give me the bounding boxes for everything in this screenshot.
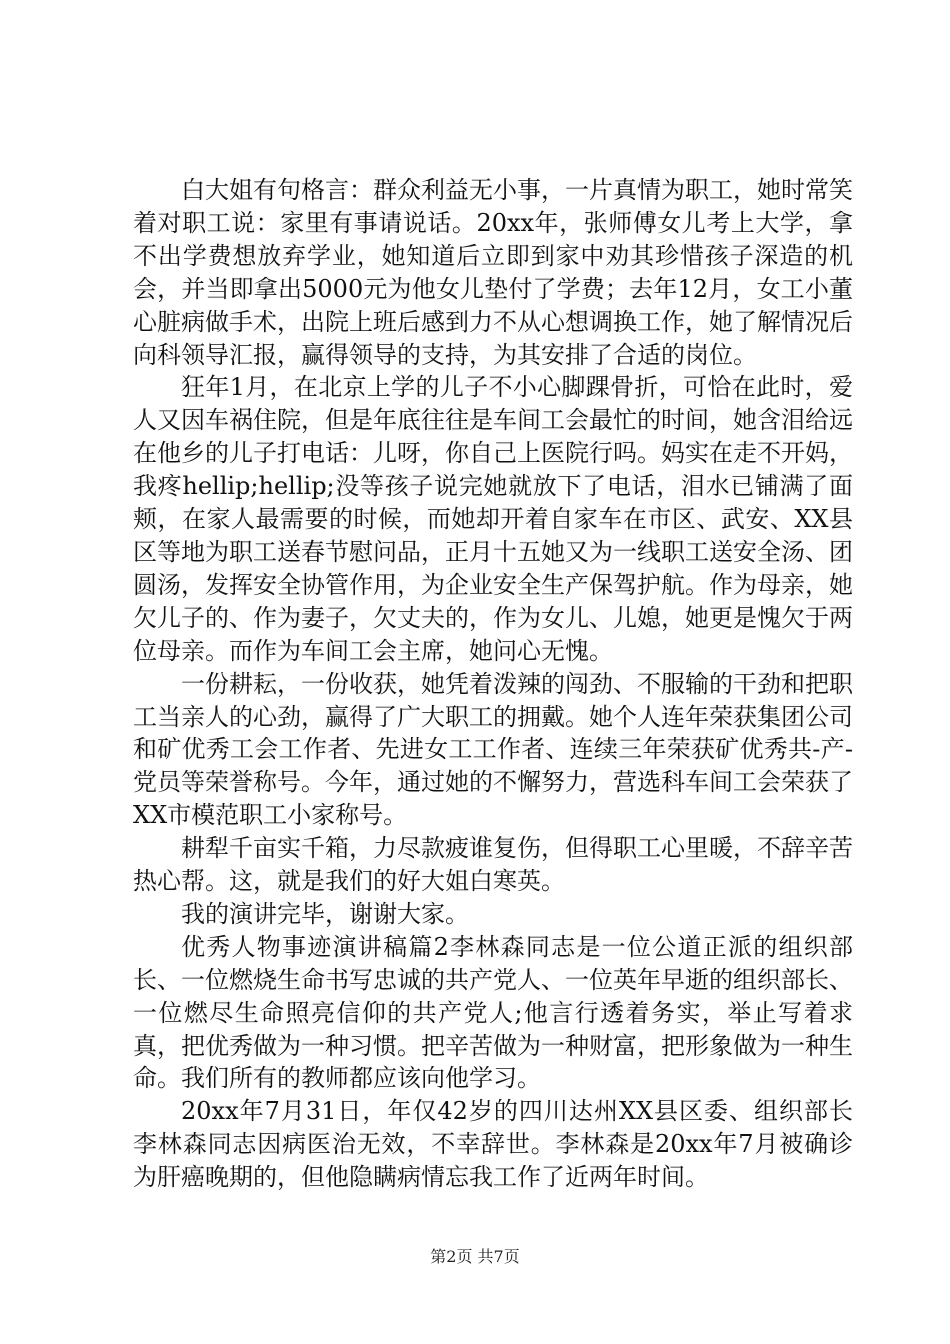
document-body xyxy=(133,174,853,1194)
paragraph: 耕犁千亩实千箱，力尽款疲谁复伤，但得职工心里暖，不辞辛苦热心帮。这，就是我们的好大姐白寒英。 xyxy=(133,834,853,896)
paragraph: 我的演讲完毕，谢谢大家。 xyxy=(181,899,469,928)
paragraph: 一份耕耘，一份收获，她凭着泼辣的闯劲、不服输的干劲和把职工当亲人的心劲，赢得了广大职工的拥戴。她个人连年荣获集团公司和矿优秀工会工作者、先进女工工作者、连续三年荣获矿优秀共-产-党员等荣誉称号。今年，通过她的不懈努力，营选科车间工会荣获了XX市模范职工小家称号。 xyxy=(133,669,853,830)
paragraph: 白大姐有句格言：群众利益无小事，一片真情为职工，她时常笑着对职工说：家里有事请说话。20xx年，张师傅女儿考上大学，拿不出学费想放弃学业，她知道后立即到家中劝其珍惜孩子深造的机会，并当即拿出5000元为他女儿垫付了学费；去年12月，女工小董心脏病做手术，出院上班后感到力不从心想调换工作，她了解情况后向科领导汇报，赢得领导的支持，为其安排了合适的岗位。 xyxy=(133,176,853,369)
page-number-footer: 第2页 共7页 xyxy=(430,1247,520,1266)
paragraph: 20xx年7月31日，年仅42岁的四川达州XX县区委、组织部长李林森同志因病医治无效，不幸辞世。李林森是20xx年7月被确诊为肝癌晚期的，但他隐瞒病情忘我工作了近两年时间。 xyxy=(133,1097,853,1192)
paragraph: 狂年1月，在北京上学的儿子不小心脚踝骨折，可恰在此时，爱人又因车祸住院，但是年底往往是车间工会最忙的时间，她含泪给远在他乡的儿子打电话：儿呀，你自己上医院行吗。妈实在走不开妈，我疼hellip;hellip;没等孩子说完她就放下了电话，泪水已铺满了面颊，在家人最需要的时候，而她却开着自家车在市区、武安、XX县区等地为职工送春节慰问品，正月十五她又为一线职工送安全汤、团圆汤，发挥安全协管作用，为企业安全生产保驾护航。作为母亲，她欠儿子的、作为妻子，欠丈夫的，作为女儿、儿媳，她更是愧欠于两位母亲。而作为车间工会主席，她问心无愧。 xyxy=(133,373,853,665)
paragraph: 优秀人物事迹演讲稿篇2李林森同志是一位公道正派的组织部长、一位燃烧生命书写忠诚的共产党人、一位英年早逝的组织部长、一位燃尽生命照亮信仰的共产党人;他言行透着务实，举止写着求真，把优秀做为一种习惯。把辛苦做为一种财富，把形象做为一种生命。我们所有的教师都应该向他学习。 xyxy=(133,932,853,1093)
